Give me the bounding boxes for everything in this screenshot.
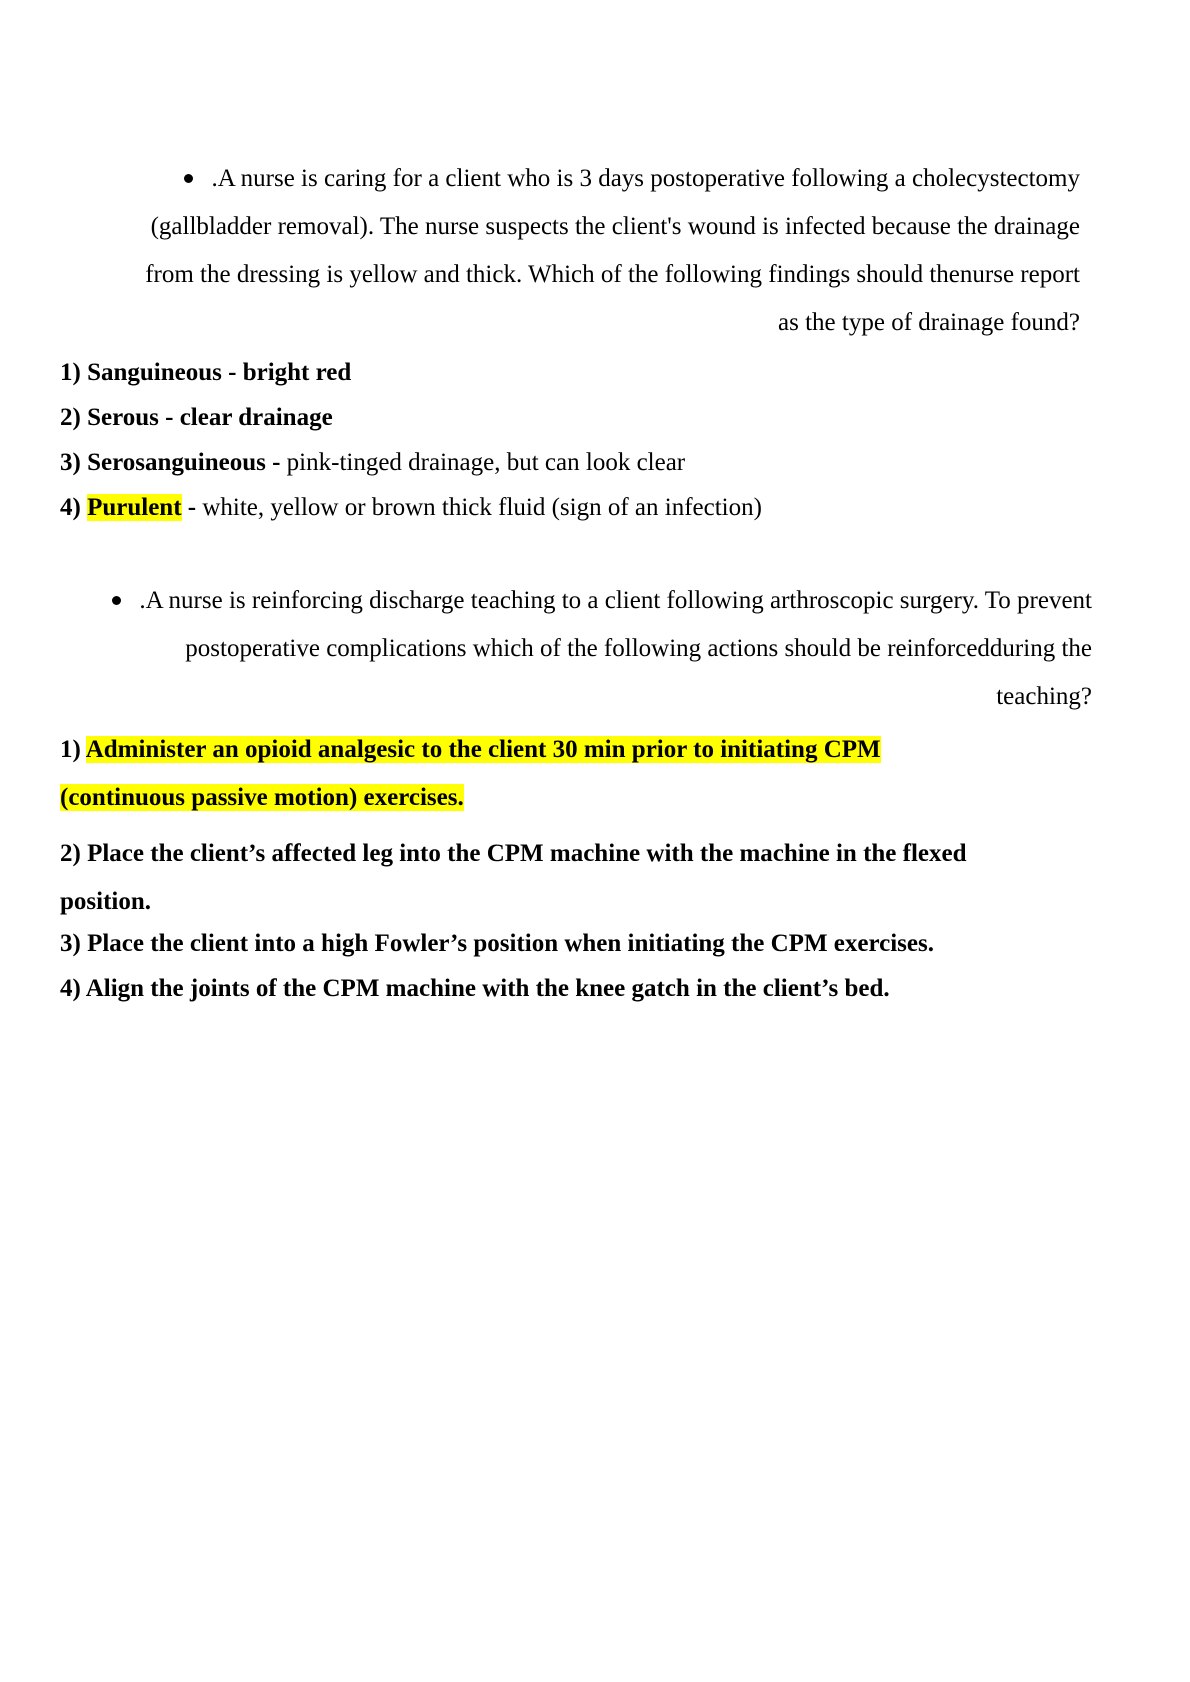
highlighted-answer: Administer an opioid analgesic to the client 30 min prior to initiating CPM <box>85 736 881 763</box>
q2-option-3: 3) Place the client into a high Fowler’s position when initiating the CPM exercises. <box>60 930 934 957</box>
question-1-line-2: (gallbladder removal). The nurse suspects the client's wound is infected because the drainage <box>150 213 1080 240</box>
q1-option-1: 1) Sanguineous - bright red <box>60 359 352 386</box>
q1-option-3: 3) Serosanguineous - pink-tinged drainage, but can look clear <box>60 449 686 476</box>
bullet-icon <box>184 174 193 183</box>
highlighted-answer-cont: (continuous passive motion) exercises. <box>60 784 464 811</box>
highlighted-answer: Purulent <box>87 494 182 521</box>
question-1-line-4: as the type of drainage found? <box>778 309 1080 336</box>
q2-option-1: 1) Administer an opioid analgesic to the client 30 min prior to initiating CPM (continuous passive motion) exercises. <box>60 736 881 811</box>
q2-option-4: 4) Align the joints of the CPM machine with the knee gatch in the client’s bed. <box>60 975 890 1002</box>
question-2-line-2: postoperative complications which of the following actions should be reinforcedduring the <box>185 635 1092 662</box>
question-2-line-3: teaching? <box>996 683 1092 710</box>
q1-option-4: 4) Purulent - white, yellow or brown thick fluid (sign of an infection) <box>60 494 762 521</box>
question-2-line-1: .A nurse is reinforcing discharge teaching to a client following arthroscopic surgery. To prevent <box>78 577 1092 625</box>
question-1 <box>100 155 1080 347</box>
question-1-line-3: from the dressing is yellow and thick. Which of the following findings should thenurse report <box>145 261 1080 288</box>
bullet-icon <box>112 596 121 605</box>
q2-option-2: 2) Place the client’s affected leg into the CPM machine with the machine in the flexed position. <box>60 840 967 915</box>
question-1-line-1: .A nurse is caring for a client who is 3 days postoperative following a cholecystectomy <box>100 155 1080 203</box>
question-2 <box>78 577 1092 721</box>
q1-option-2: 2) Serous - clear drainage <box>60 404 333 431</box>
